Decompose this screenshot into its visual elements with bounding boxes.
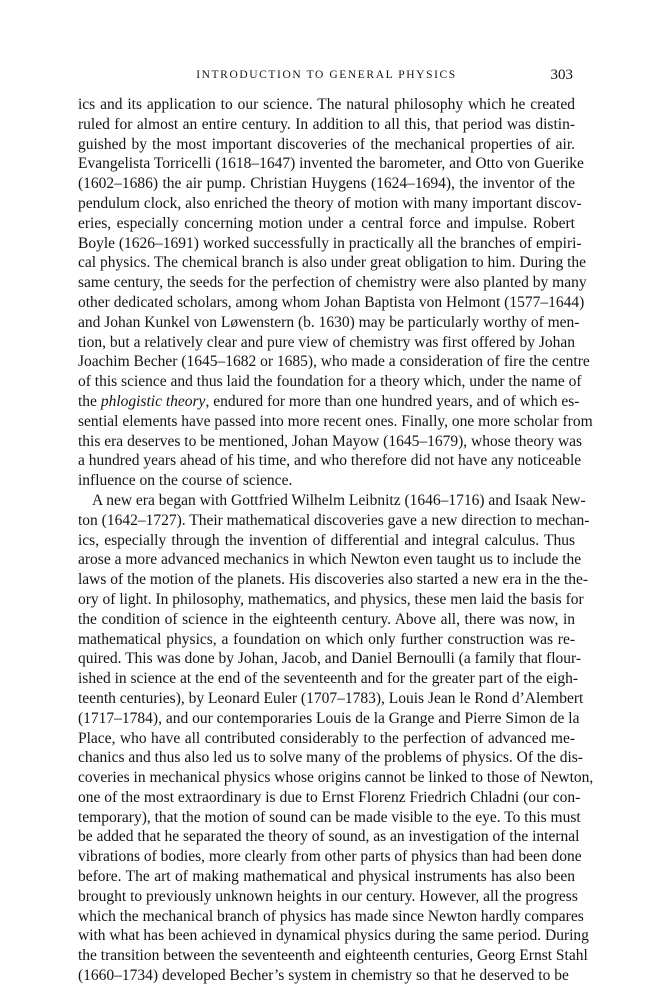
text-line: ics, especially through the invention of differential and integral calculus. Thus: [78, 531, 575, 549]
text-line: be added that he separated the theory of sound, as an investigation of the internal: [78, 828, 580, 846]
text-line: tion, but a relatively clear and pure view of chemistry was first offered by Johan: [78, 333, 575, 351]
text-line: one of the most extraordinary is due to Ernst Florenz Friedrich Chladni (our con-: [78, 788, 581, 806]
text-line: ton (1642–1727). Their mathematical discoveries gave a new direction to mechan-: [78, 511, 590, 529]
text-line: (1717–1784), and our contemporaries Louis de la Grange and Pierre Simon de la: [78, 709, 580, 727]
text-line: chanics and thus also led us to solve many of the problems of physics. Of the dis-: [78, 749, 583, 767]
text-line: laws of the motion of the planets. His discoveries also started a new era in the the-: [78, 571, 589, 589]
italic-term: phlogistic theory: [100, 392, 206, 410]
body-text: [78, 95, 594, 986]
text-line: coveries in mechanical physics whose origins cannot be linked to those of Newton,: [78, 769, 594, 787]
text-line: and Johan Kunkel von Løwenstern (b. 1630) may be particularly worthy of men-: [78, 313, 580, 331]
text-line: before. The art of making mathematical and physical instruments has also been: [78, 868, 575, 886]
text-line: [78, 392, 580, 412]
text-line: ory of light. In philosophy, mathematics, and physics, these men laid the basis for: [78, 590, 584, 608]
running-head: [78, 66, 575, 84]
text-line: the transition between the seventeenth and eighteenth centuries, Georg Ernst Stahl: [78, 947, 588, 965]
text-line: guished by the most important discoveries of the mechanical properties of air.: [78, 135, 575, 153]
text-line: a hundred years ahead of his time, and who therefore did not have any noticeable: [78, 452, 582, 470]
text-line: vibrations of bodies, more clearly from other parts of physics than had been done: [78, 848, 582, 866]
text-line: quired. This was done by Johan, Jacob, and Daniel Bernoulli (a family that flour-: [78, 650, 582, 668]
text-line: teenth centuries), by Leonard Euler (1707–1783), Louis Jean le Rond d’Alembert: [78, 689, 584, 707]
text-line: with what has been achieved in dynamical physics during the same period. During: [78, 927, 589, 945]
text-line: Evangelista Torricelli (1618–1647) invented the barometer, and Otto von Guerike: [78, 155, 584, 173]
text-segment: the: [78, 392, 101, 410]
text-line: this era deserves to be mentioned, Johan Mayow (1645–1679), whose theory was: [78, 432, 583, 450]
text-line: cal physics. The chemical branch is also under great obligation to him. During the: [78, 254, 587, 272]
text-line: brought to previously unknown heights in our century. However, all the progress: [78, 887, 578, 905]
text-line: Place, who have all contributed considerably to the perfection of advanced me-: [78, 729, 575, 747]
text-line: same century, the seeds for the perfection of chemistry were also planted by many: [78, 274, 587, 292]
text-line: (1602–1686) the air pump. Christian Huygens (1624–1694), the inventor of the: [78, 175, 575, 193]
text-line: (1660–1734) developed Becher’s system in chemistry so that he deserved to be: [78, 967, 569, 985]
running-title: INTRODUCTION TO GENERAL PHYSICS: [196, 69, 457, 81]
text-line: arose a more advanced mechanics in which Newton even taught us to include the: [78, 551, 582, 569]
text-line: which the mechanical branch of physics has made since Newton hardly compares: [78, 907, 584, 925]
text-line: mathematical physics, a foundation on which only further construction was re-: [78, 630, 575, 648]
text-line: Joachim Becher (1645–1682 or 1685), who made a consideration of fire the centre: [78, 353, 590, 371]
text-line: of this science and thus laid the foundation for a theory which, under the name of: [78, 373, 582, 391]
text-line: ics and its application to our science. The natural philosophy which he created: [78, 96, 575, 113]
text-line: other dedicated scholars, among whom Johan Baptista von Helmont (1577–1644): [78, 293, 585, 311]
text-line: sential elements have passed into more recent ones. Finally, one more scholar from: [78, 412, 593, 430]
text-line: eries, especially concerning motion under a central force and impulse. Robert: [78, 214, 575, 232]
text-line: A new era began with Gottfried Wilhelm Leibnitz (1646–1716) and Isaak New-: [92, 491, 586, 509]
page-number: 303: [550, 67, 573, 83]
text-line: temporary), that the motion of sound can be made visible to the eye. To this must: [78, 808, 581, 826]
text-line: influence on the course of science.: [78, 472, 293, 490]
text-line: ished in science at the end of the seventeenth and for the greater part of the eigh-: [78, 670, 579, 688]
text-line: the condition of science in the eighteenth century. Above all, there was now, in: [78, 610, 575, 628]
text-segment: , endured for more than one hundred years, and of which es-: [205, 392, 580, 410]
text-line: pendulum clock, also enriched the theory of motion with many important discov-: [78, 194, 582, 212]
text-line: Boyle (1626–1691) worked successfully in practically all the branches of empiri-: [78, 234, 582, 252]
text-line: ruled for almost an entire century. In addition to all this, that period was distin-: [78, 115, 575, 133]
